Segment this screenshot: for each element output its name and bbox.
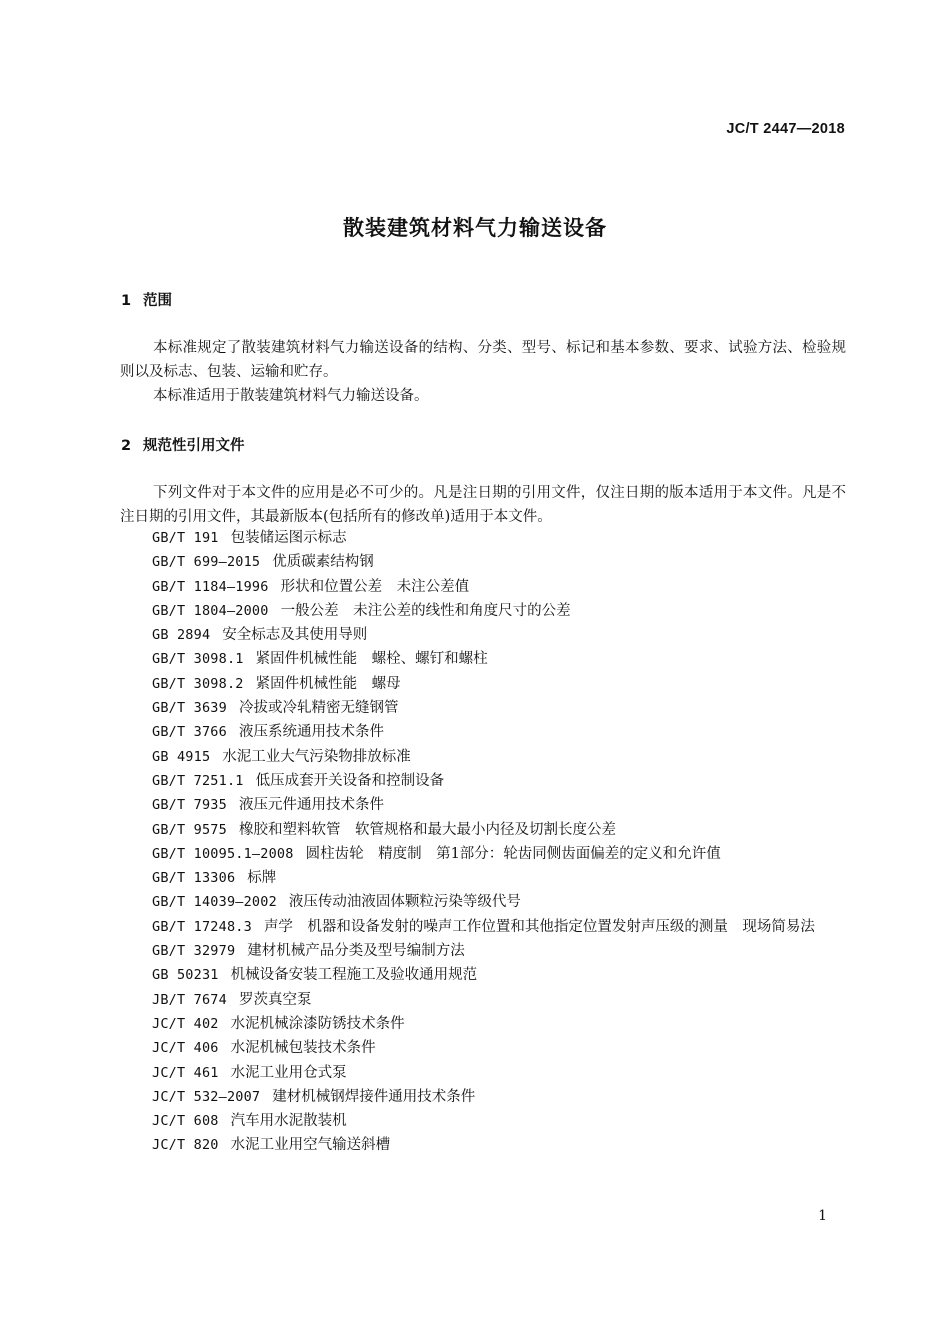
reference-title: 水泥机械包装技术条件: [230, 1040, 376, 1057]
section-heading-normative-references: [121, 434, 245, 455]
reference-title: 橡胶和塑料软管 软管规格和最大最小内径及切割长度公差: [238, 821, 616, 838]
reference-code: JC/T 608: [152, 1113, 219, 1130]
reference-code: JC/T 820: [152, 1137, 219, 1154]
reference-item: [120, 599, 850, 623]
reference-code: GB 2894: [152, 627, 211, 644]
reference-title: 水泥工业用仓式泵: [230, 1064, 347, 1081]
reference-title: 低压成套开关设备和控制设备: [255, 772, 445, 789]
reference-code: JC/T 532—2007: [152, 1088, 261, 1105]
reference-code: JB/T 7674: [152, 991, 227, 1008]
reference-item: [120, 769, 850, 793]
reference-code: GB/T 1804—2000: [152, 602, 269, 619]
reference-code: GB/T 699—2015: [152, 554, 261, 571]
reference-item: [120, 1085, 850, 1109]
reference-item: [120, 818, 850, 842]
reference-item: [120, 842, 850, 866]
reference-code: JC/T 461: [152, 1064, 219, 1081]
section-title: 规范性引用文件: [143, 438, 245, 454]
reference-code: GB 4915: [152, 748, 211, 765]
reference-item: [120, 1109, 850, 1133]
standard-code: JC/T 2447—2018: [726, 121, 845, 137]
section-paragraph: [120, 481, 846, 529]
reference-title: 标牌: [247, 870, 277, 887]
reference-title: 冷拔或冷轧精密无缝钢管: [238, 700, 399, 717]
reference-title: 声学 机器和设备发射的噪声工作位置和其他指定位置发射声压级的测量 现场简易法: [263, 918, 815, 935]
reference-title: 优质碳素结构钢: [272, 554, 374, 571]
paragraph-text: 下列文件对于本文件的应用是必不可少的。凡是注日期的引用文件，仅注日期的版本适用于本文件。凡是不注日期的引用文件，其最新版本(包括所有的修改单)适用于本文件。: [120, 485, 846, 525]
reference-item: [120, 623, 850, 647]
reference-item: [120, 1133, 850, 1157]
reference-item: [120, 890, 850, 914]
reference-item: [120, 550, 850, 574]
reference-title: 圆柱齿轮 精度制 第1部分：轮齿同侧齿面偏差的定义和允许值: [305, 845, 721, 862]
reference-title: 液压传动油液固体颗粒污染等级代号: [288, 894, 521, 911]
reference-item: [120, 696, 850, 720]
reference-item: [120, 1061, 850, 1085]
reference-code: GB/T 3098.2: [152, 675, 244, 692]
reference-title: 紧固件机械性能 螺母: [255, 675, 401, 692]
reference-code: GB/T 3098.1: [152, 651, 244, 668]
reference-title: 安全标志及其使用导则: [222, 627, 368, 644]
paragraph-text: 本标准适用于散装建筑材料气力输送设备。: [153, 388, 429, 404]
reference-code: GB/T 13306: [152, 870, 236, 887]
section-paragraph: [120, 336, 846, 384]
section-title: 范围: [143, 293, 172, 309]
reference-title: 罗茨真空泵: [238, 991, 312, 1008]
reference-code: GB/T 7251.1: [152, 772, 244, 789]
reference-item: [120, 1036, 850, 1060]
page-number: 1: [818, 1208, 827, 1224]
reference-code: GB 50231: [152, 967, 219, 984]
reference-code: GB/T 3639: [152, 700, 227, 717]
reference-title: 包装储运图示标志: [230, 530, 347, 546]
reference-item: [120, 720, 850, 744]
reference-code: GB/T 7935: [152, 797, 227, 814]
reference-item: [120, 793, 850, 817]
reference-title: 形状和位置公差 未注公差值: [280, 578, 470, 595]
reference-code: GB/T 3766: [152, 724, 227, 741]
paragraph-text: 本标准规定了散装建筑材料气力输送设备的结构、分类、型号、标记和基本参数、要求、试验方法、检验规则以及标志、包装、运输和贮存。: [120, 340, 846, 380]
reference-item: [120, 745, 850, 769]
reference-title: 水泥机械涂漆防锈技术条件: [230, 1015, 405, 1032]
reference-code: GB/T 191: [152, 530, 219, 546]
reference-item: [120, 963, 850, 987]
reference-title: 水泥工业大气污染物排放标准: [222, 748, 411, 765]
reference-list: [120, 526, 850, 1158]
reference-item: [120, 672, 850, 696]
document-title: 散装建筑材料气力输送设备: [343, 216, 607, 240]
reference-item: [120, 526, 850, 550]
reference-code: JC/T 402: [152, 1015, 219, 1032]
reference-title: 水泥工业用空气输送斜槽: [230, 1137, 391, 1154]
section-number: 1: [121, 293, 132, 309]
reference-title: 紧固件机械性能 螺栓、螺钉和螺柱: [255, 651, 488, 668]
reference-title: 建材机械产品分类及型号编制方法: [247, 943, 465, 960]
reference-code: JC/T 406: [152, 1040, 219, 1057]
reference-title: 一般公差 未注公差的线性和角度尺寸的公差: [280, 602, 571, 619]
section-heading-scope: [121, 289, 172, 310]
reference-item: [120, 1012, 850, 1036]
reference-title: 汽车用水泥散装机: [230, 1113, 347, 1130]
reference-title: 建材机械钢焊接件通用技术条件: [272, 1088, 476, 1105]
section-paragraph: [120, 384, 846, 408]
reference-item: [120, 647, 850, 671]
reference-title: 液压元件通用技术条件: [238, 797, 384, 814]
reference-code: GB/T 10095.1—2008: [152, 845, 294, 862]
reference-code: GB/T 1184—1996: [152, 578, 269, 595]
reference-item: [120, 915, 850, 939]
reference-code: GB/T 14039—2002: [152, 894, 277, 911]
reference-item: [120, 575, 850, 599]
reference-code: GB/T 32979: [152, 943, 236, 960]
reference-title: 机械设备安装工程施工及验收通用规范: [230, 967, 478, 984]
reference-item: [120, 866, 850, 890]
section-number: 2: [121, 438, 132, 454]
reference-item: [120, 939, 850, 963]
reference-code: GB/T 9575: [152, 821, 227, 838]
reference-code: GB/T 17248.3: [152, 918, 252, 935]
reference-item: [120, 988, 850, 1012]
reference-title: 液压系统通用技术条件: [238, 724, 384, 741]
